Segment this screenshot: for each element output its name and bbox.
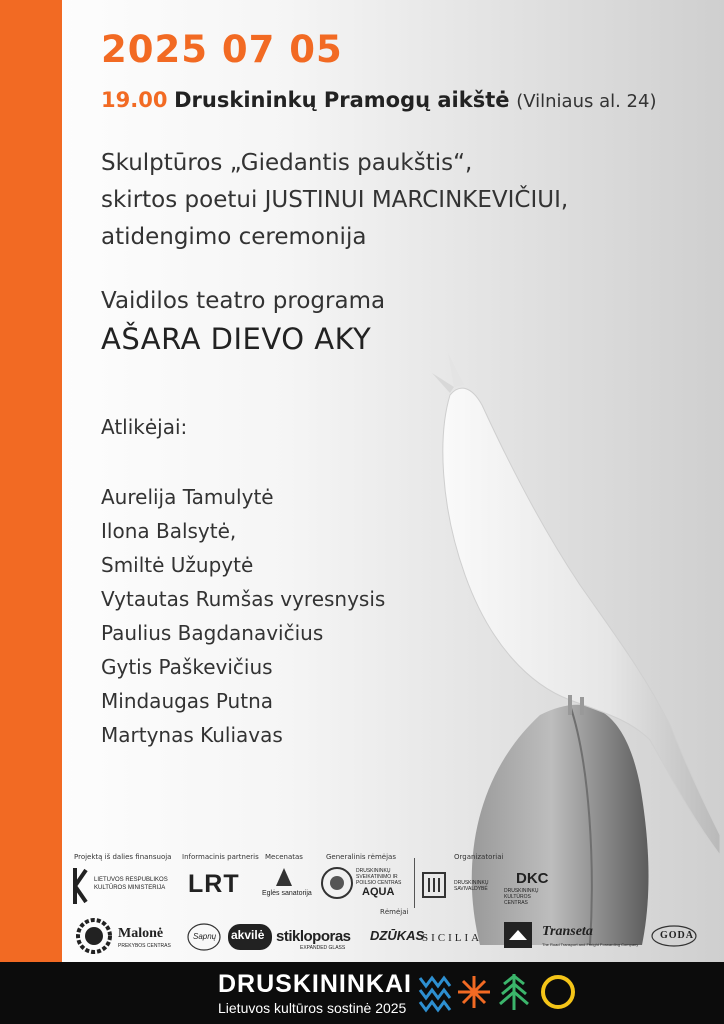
egles-logo-text: Eglės sanatorija <box>262 890 312 897</box>
aqua-logo-icon <box>320 866 354 900</box>
circle-icon <box>543 977 573 1007</box>
performer-name: Ilona Balsytė, <box>101 519 237 543</box>
goda-logo-text: GODA <box>660 930 694 941</box>
description-line: Skulptūros „Giedantis paukštis“, <box>101 150 473 176</box>
event-place: Druskininkų Pramogų aikštė <box>174 88 510 112</box>
dkc-logo: DKC <box>516 870 549 887</box>
sapnu-logo-text: Sapnų <box>193 932 217 941</box>
description-line: skirtos poetui JUSTINUI MARCINKEVIČIUI, <box>101 187 569 213</box>
capital-of-culture-emblem <box>418 970 578 1014</box>
stikloporas-logo-subtext: EXPANDED GLASS <box>300 945 346 951</box>
dzukas-logo: DZŪKAS <box>370 928 425 943</box>
funding-label: Projektą iš dalies finansuoja <box>74 853 172 861</box>
gear-emblem-icon <box>76 918 112 954</box>
transeta-logo: Transeta <box>542 924 593 939</box>
orange-side-stripe <box>0 0 62 962</box>
info-partner-label: Informacinis partneris <box>182 853 259 861</box>
sun-icon <box>458 976 490 1008</box>
akvile-logo-text: akvilė <box>231 928 265 942</box>
event-address: (Vilniaus al. 24) <box>516 91 657 112</box>
program-title: AŠARA DIEVO AKY <box>101 322 372 356</box>
lrt-logo: LRT <box>188 870 240 898</box>
footer-title: DRUSKININKAI <box>218 970 412 998</box>
performer-name: Gytis Paškevičius <box>101 655 273 679</box>
event-description <box>101 145 568 256</box>
performer-name: Aurelija Tamulytė <box>101 485 274 509</box>
footer-subtitle: Lietuvos kultūros sostinė 2025 <box>218 1000 407 1016</box>
performer-name: Mindaugas Putna <box>101 689 274 713</box>
organizers-label: Organizatoriai <box>454 853 504 861</box>
event-venue <box>101 88 656 112</box>
malone-logo-subtext: PREKYBOS CENTRAS <box>118 943 171 949</box>
general-sponsor-label: Generalinis rėmėjas <box>326 853 396 861</box>
tree-icon <box>500 974 528 1010</box>
house-logo-icon <box>504 922 532 948</box>
sponsors-section <box>62 846 724 962</box>
aqua-logo-subtext: DRUSKININKŲ SVEIKATINIMO IR POILSIO CENTRAS <box>356 868 402 886</box>
ministry-logo-icon <box>72 866 90 906</box>
performers-label: Atlikėjai: <box>101 415 188 439</box>
performer-name: Paulius Bagdanavičius <box>101 621 324 645</box>
event-date: 2025 07 05 <box>101 28 343 71</box>
waves-icon <box>420 978 450 1010</box>
supporters-label: Rėmėjai <box>380 908 409 916</box>
patron-label: Mecenatas <box>265 853 303 861</box>
malone-logo: Malonė <box>118 926 164 941</box>
dkc-logo-text: DRUSKININKŲ KULTŪROS CENTRAS <box>504 888 539 906</box>
performer-name: Martynas Kuliavas <box>101 723 283 747</box>
sicilia-logo: SICILIA <box>422 932 483 944</box>
event-time: 19.00 <box>101 88 168 112</box>
aqua-logo-text: AQUA <box>362 886 395 898</box>
savivaldybe-crest-icon <box>422 872 446 898</box>
savivaldybe-logo-text: DRUSKININKŲ SAVIVALDYBĖ <box>454 880 489 892</box>
stikloporas-logo: stikloporas <box>276 928 351 945</box>
performer-name: Vytautas Rumšas vyresnysis <box>101 587 386 611</box>
organizers-divider <box>414 858 415 908</box>
performers-list <box>101 480 385 752</box>
ministry-logo-text: LIETUVOS RESPUBLIKOS KULTŪROS MINISTERIJA <box>94 877 168 891</box>
egles-logo-icon <box>272 866 296 888</box>
transeta-logo-subtext: The Road Transport and Freight Forwarding Company <box>542 942 639 947</box>
program-label: Vaidilos teatro programa <box>101 288 386 314</box>
performer-name: Smiltė Užupytė <box>101 553 254 577</box>
description-line: atidengimo ceremonija <box>101 224 367 250</box>
